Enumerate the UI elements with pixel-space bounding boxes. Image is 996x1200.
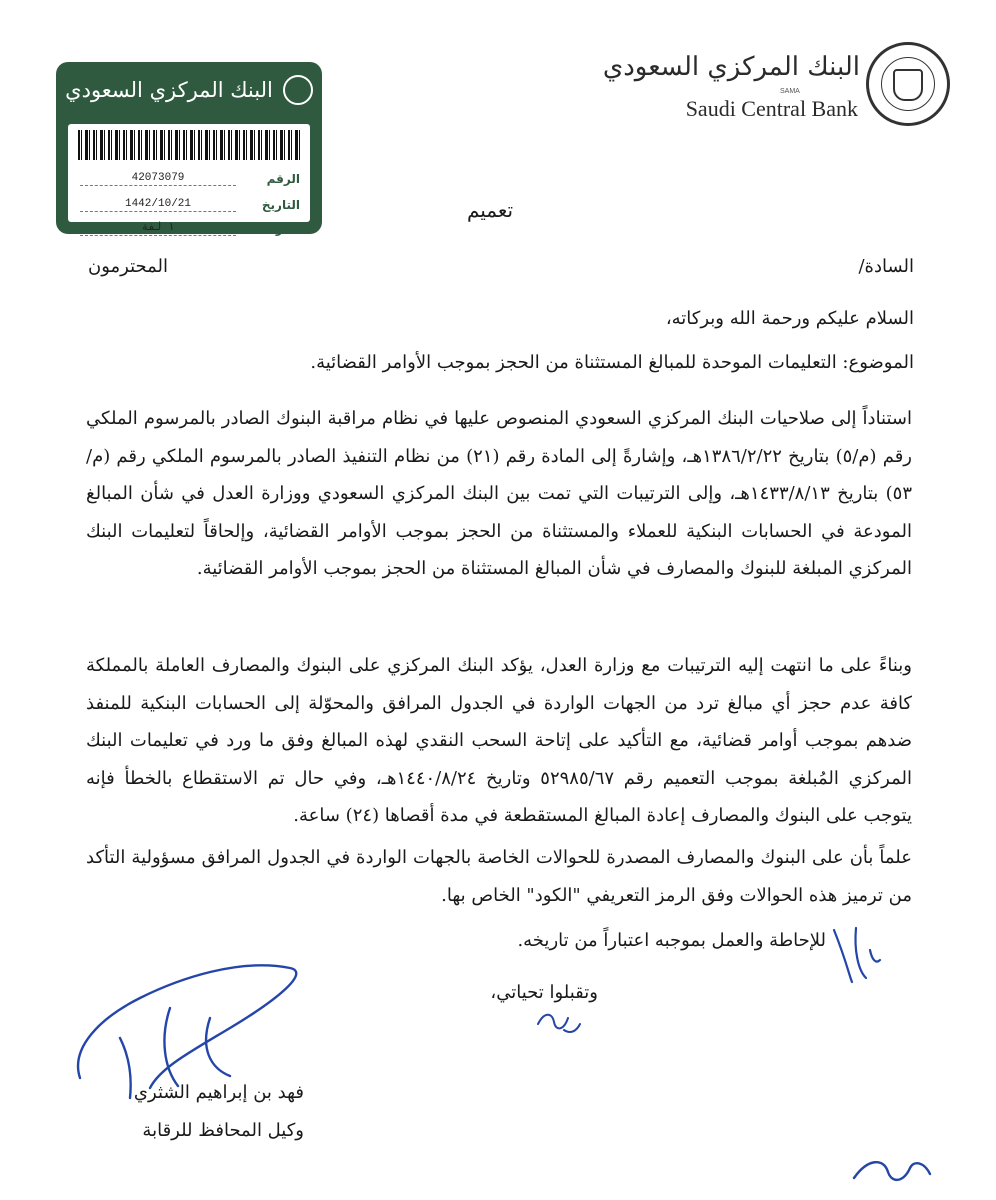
honorific: المحترمون [88,256,169,277]
stamp-bank-name: البنك المركزي السعودي [65,78,273,102]
stamp-header [56,62,322,118]
body-paragraph-2: وبناءً على ما انتهت إليه الترتيبات مع وزارة العدل، يؤكد البنك المركزي على البنوك والمصارف العاملة بالمملكة كافة عدم حجز أي مبالغ ترد من الجهات الواردة في الجدول المرافق والمحوّلة إلى الحسابات البنكية للمنفذ ضدهم بموجب أوامر قضائية، مع التأكيد على إتاحة السحب النقدي لهذه المبالغ وفق ما ورد في تعليمات البنك المركزي المُبلغة بموجب التعميم رقم ٥٢٩٨٥/٦٧ وتاريخ ١٤٤٠/٨/٢٤هـ، وفي حال تم الاستقطاع بالخطأ فإنه يتوجب على البنوك والمصارف إعادة المبالغ المستقطعة في مدة أقصاها (٢٤) ساعة. [86,655,912,826]
greeting: السلام عليكم ورحمة الله وبركاته، [665,308,914,329]
stamp-date-row [80,194,300,212]
closing-regards: وتقبلوا تحياتي، [490,982,598,1003]
subject-line: الموضوع: التعليمات الموحدة للمبالغ المستثناة من الحجز بموجب الأوامر القضائية. [310,352,914,373]
logo-abbreviation: SAMA [780,88,800,95]
bank-emblem-icon [283,75,313,105]
stamp-attachments-value: ١ لفة [80,220,236,236]
logo-english-name: Saudi Central Bank [685,96,858,121]
signatory-title: وكيل المحافظ للرقابة [142,1120,304,1141]
seal-center-icon [893,69,923,101]
reference-stamp [56,62,322,234]
signatory-name: فهد بن إبراهيم الشثري [133,1082,304,1103]
salutation: السادة/ [858,256,914,277]
body-paragraph-3: علماً بأن على البنوك والمصارف المصدرة للحوالات الخاصة بالجهات الواردة في الجدول المرافق مسؤولية التأكد من ترميز هذه الحوالات وفق الرمز التعريفي "الكود" الخاص بها. [86,847,912,906]
stamp-number-row [80,168,300,186]
initials-mark-2 [534,1004,584,1040]
stamp-date-value: 1442/10/21 [80,198,236,212]
logo-arabic-name: البنك المركزي السعودي [602,52,860,82]
bank-seal-icon [866,42,950,126]
stamp-date-label: التاريخ [261,198,300,212]
barcode [78,130,300,160]
closing-instruction: للإحاطة والعمل بموجبه اعتباراً من تاريخه. [517,930,826,951]
bottom-initials-mark [848,1148,938,1194]
stamp-body [68,124,310,236]
stamp-number-value: 42073079 [80,172,236,186]
stamp-attachments-label: المرفقات [242,222,300,236]
stamp-attachments-row [80,218,300,236]
body-paragraph-1: استناداً إلى صلاحيات البنك المركزي السعودي المنصوص عليها في نظام مراقبة البنوك الصادر بالمرسوم الملكي رقم (م/٥) بتاريخ ١٣٨٦/٢/٢٢هـ، وإشارةً إلى المادة رقم (٢١) من نظام التنفيذ الصادر بالمرسوم الملكي رقم (م/٥٣) بتاريخ ١٤٣٣/٨/١٣هـ، وإلى الترتيبات التي تمت بين البنك المركزي السعودي ووزارة العدل في شأن المبالغ المودعة في الحسابات البنكية للعملاء والمستثناة من الحجز بموجب الأوامر القضائية، وإلحاقاً لتعليمات البنك المركزي المبلغة للبنوك والمصارف في شأن المبالغ المستثناة من الحجز بموجب الأوامر القضائية. [86,408,913,579]
initials-mark [826,920,886,990]
document-title: تعميم [466,198,514,222]
stamp-number-label: الرقم [266,172,300,186]
